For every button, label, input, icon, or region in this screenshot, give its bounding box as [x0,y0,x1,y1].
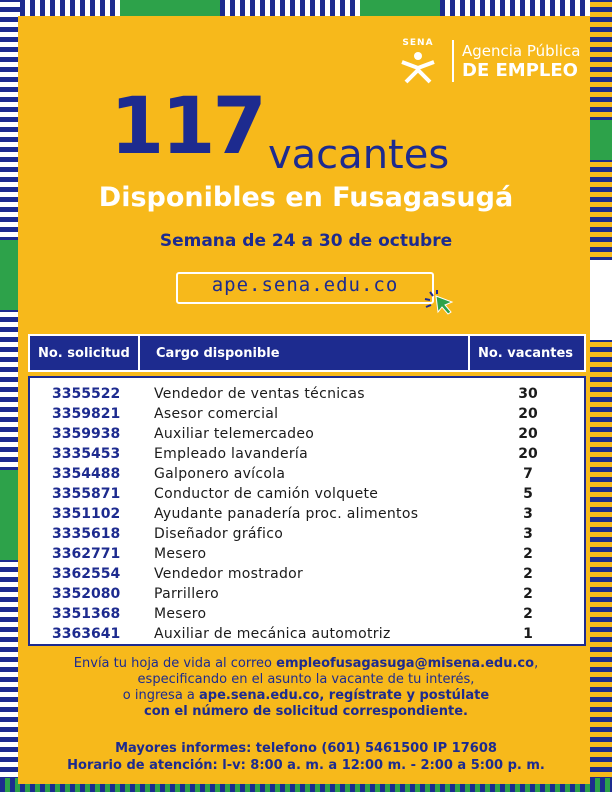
row-vacantes: 2 [523,586,533,602]
row-solicitud: 3351102 [52,506,121,522]
row-solicitud: 3359938 [52,426,121,442]
row-vacantes: 3 [523,506,533,522]
instructions-line3-bold: ape.sena.edu.co, regístrate y postúlate [199,688,490,703]
sena-logo-text: SENA [402,38,434,48]
table-row [30,524,584,544]
header-vacantes: No. vacantes [478,345,574,361]
row-cargo: Asesor comercial [154,406,279,422]
contact-phone: Mayores informes: telefono (601) 5461500 IP 17608 [115,741,497,756]
row-vacantes: 2 [523,566,533,582]
table-row [30,484,584,504]
contact-info [40,740,572,774]
instructions-line4: con el número de solicitud correspondiente. [144,704,468,719]
table-row [30,384,584,404]
sena-logo-icon [392,38,444,84]
logo-line1: Agencia Pública [462,41,581,60]
row-cargo: Auxiliar telemercadeo [154,426,315,442]
row-vacantes: 2 [523,606,533,622]
row-solicitud: 3355522 [52,386,121,402]
instructions-line1-suffix: , [534,656,539,671]
row-vacantes: 7 [523,466,533,482]
table-row [30,424,584,444]
row-solicitud: 3363641 [52,626,121,642]
table-row [30,564,584,584]
row-vacantes: 20 [518,426,538,442]
row-solicitud: 3362771 [52,546,121,562]
row-cargo: Vendedor mostrador [154,566,304,582]
application-instructions [40,656,572,720]
vacancies-table-body [28,376,586,646]
row-solicitud: 3354488 [52,466,121,482]
vacantes-word: vacantes [268,132,450,178]
right-border-decoration [590,0,612,792]
row-cargo: Mesero [154,546,207,562]
instructions-line1 [40,656,572,672]
logo-text [462,42,580,81]
row-cargo: Empleado lavandería [154,446,308,462]
table-row [30,504,584,524]
row-vacantes: 5 [523,486,533,502]
row-solicitud: 3355871 [52,486,121,502]
table-row [30,464,584,484]
week-range: Semana de 24 a 30 de octubre [159,231,453,251]
row-vacantes: 1 [523,626,533,642]
click-cursor-icon [422,290,456,320]
table-row [30,624,584,644]
vacancy-count: 117 [110,82,264,172]
row-vacantes: 20 [518,446,538,462]
row-cargo: Parrillero [154,586,219,602]
instructions-line3 [40,688,572,704]
row-vacantes: 3 [523,526,533,542]
logo-divider [452,40,454,82]
instructions-line2: especificando en el asunto la vacante de tu interés, [137,672,475,687]
row-solicitud: 3362554 [52,566,121,582]
vacancies-table-header [28,334,586,372]
logo-line2: DE EMPLEO [462,59,578,81]
header-solicitud: No. solicitud [30,336,140,370]
left-border-decoration [0,0,20,792]
row-cargo: Auxiliar de mecánica automotriz [154,626,391,642]
header-cargo: Cargo disponible [140,336,470,370]
ape-url-link[interactable]: ape.sena.edu.co [176,272,434,304]
row-cargo: Diseñador gráfico [154,526,284,542]
row-cargo: Galponero avícola [154,466,286,482]
row-solicitud: 3351368 [52,606,121,622]
row-solicitud: 3335453 [52,446,121,462]
table-row [30,584,584,604]
instructions-line1-text: Envía tu hoja de vida al correo [73,656,277,671]
row-solicitud: 3359821 [52,406,121,422]
row-cargo: Conductor de camión volquete [154,486,379,502]
contact-email-link[interactable]: empleofusagasuga@misena.edu.co [276,656,535,671]
row-vacantes: 2 [523,546,533,562]
row-solicitud: 3352080 [52,586,121,602]
table-row [30,444,584,464]
row-cargo: Ayudante panadería proc. alimentos [154,506,419,522]
row-cargo: Mesero [154,606,207,622]
headline-subtitle: Disponibles en Fusagasugá [98,182,514,213]
table-row [30,404,584,424]
agencia-publica-logo [392,38,580,84]
row-vacantes: 20 [518,406,538,422]
row-cargo: Vendedor de ventas técnicas [154,386,365,402]
instructions-line3-text: o ingresa a [122,688,200,703]
contact-hours: Horario de atención: l-v: 8:00 a. m. a 12:00 m. - 2:00 a 5:00 p. m. [67,758,545,773]
row-solicitud: 3335618 [52,526,121,542]
row-vacantes: 30 [518,386,538,402]
table-row [30,604,584,624]
table-row [30,544,584,564]
